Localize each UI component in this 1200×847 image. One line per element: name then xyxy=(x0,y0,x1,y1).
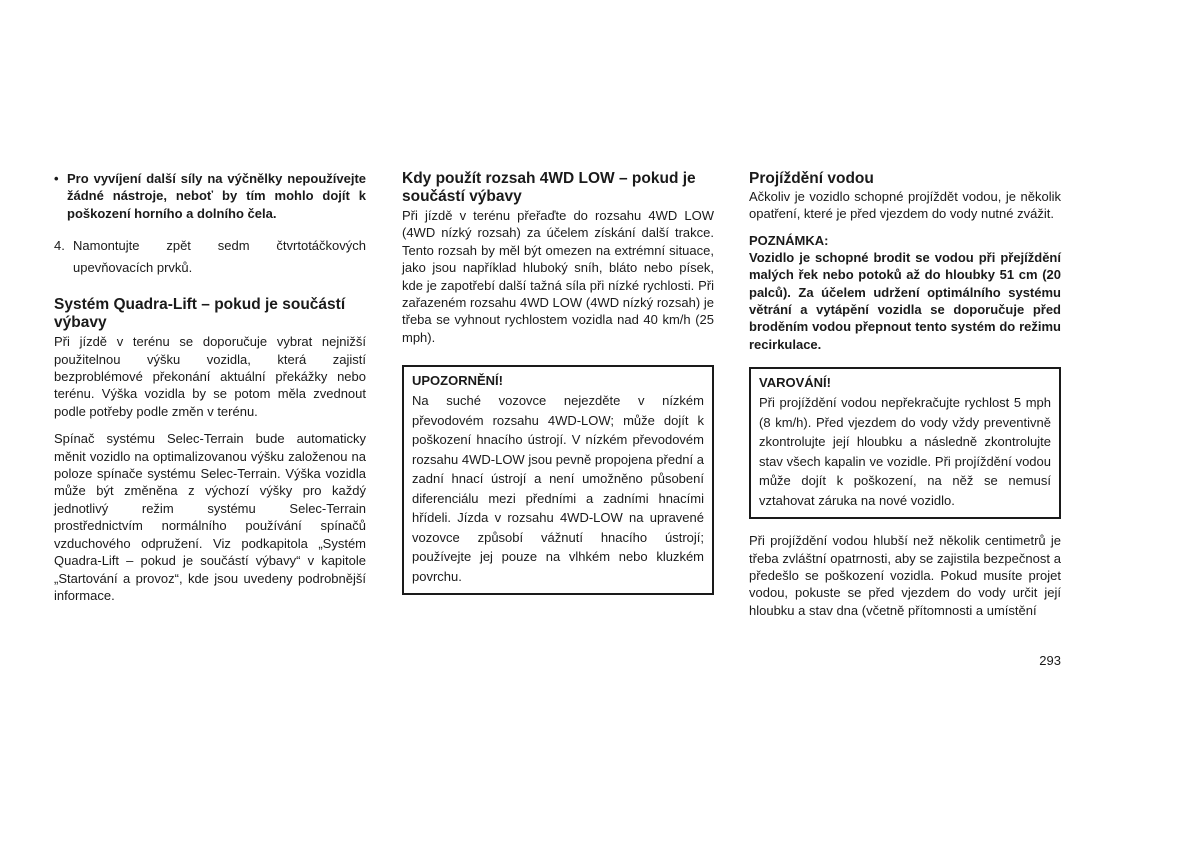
caution-text: Na suché vozovce nejezděte v nízkém převodovém rozsahu 4WD-LOW; může dojít k poškození hnacího ústrojí. V nízkém převodovém rozsahu 4WD-LOW jsou pevně propojena přední a zadní hnací ústrojí a není umožněno působení diferenciálu mezi předními a zadními hnacími hřídeli. Jízda v rozsahu 4WD-LOW na upravené vozovce způsobí vážnutí hnacího ústrojí; používejte jej pouze na vlhkém nebo kluzkém povrchu. xyxy=(412,393,704,584)
warning-title: VAROVÁNÍ! xyxy=(759,375,831,391)
bullet-text: Pro vyvíjení další síly na výčnělky nepoužívejte žádné nástroje, neboť by tím mohlo dojít k poškození horního a dolního čela. xyxy=(67,171,366,221)
section-heading-4wd-low: Kdy použít rozsah 4WD LOW – pokud je součástí výbavy xyxy=(402,170,696,205)
paragraph: Ačkoliv je vozidlo schopné projíždět vodou, je několik opatření, které je před vjezdem do vody nutné zvážit. xyxy=(749,189,1061,222)
paragraph: Při jízdě v terénu se doporučuje vybrat nejnižší použitelnou výšku vozidla, která zajistí bezproblémové překonání aktuální překážky nebo terénu. Výška vozidla by se potom měla zvednout podle potřeby podle změn v terénu. xyxy=(54,334,366,419)
note-text: Vozidlo je schopné brodit se vodou při přejíždění malých řek nebo potoků až do hloubky 51 cm (20 palců). Za účelem udržení optimálního systému větrání a vytápění vozidla se doporučuje před broděním vodou přepnout tento systém do režimu recirkulace. xyxy=(749,249,1061,352)
caution-box xyxy=(402,365,714,595)
step-number: 4. xyxy=(54,238,65,254)
caution-title: UPOZORNĚNÍ! xyxy=(412,373,503,389)
numbered-step xyxy=(54,235,366,278)
step-text: Namontujte zpět sedm čtvrtotáčkových upevňovacích prvků. xyxy=(73,238,366,275)
note-label: POZNÁMKA: xyxy=(749,232,829,248)
bullet-item xyxy=(54,170,366,222)
bullet-marker: • xyxy=(54,171,59,186)
section-heading-water: Projíždění vodou xyxy=(749,170,874,187)
section-heading-quadra-lift: Systém Quadra-Lift – pokud je součástí výbavy xyxy=(54,296,346,332)
page-number: 293 xyxy=(1039,653,1061,668)
right-column xyxy=(749,170,1061,619)
middle-column xyxy=(402,170,714,595)
warning-text: Při projíždění vodou nepřekračujte rychlost 5 mph (8 km/h). Před vjezdem do vody vždy preventivně zkontrolujte její hloubku a následně zkontrolujte stav všech kapalin ve vozidle. Při projíždění vodou může dojít k poškození, na něž se nemusí vztahovat záruka na nové vozidlo. xyxy=(759,395,1051,508)
left-column xyxy=(54,170,366,604)
paragraph: Při projíždění vodou hlubší než několik centimetrů je třeba zvláštní opatrnosti, aby se zajistila bezpečnost a předešlo se poškození vozidla. Pokud musíte projet vodou, pokuste se před vjezdem do vody určit její hloubku a stav dna (včetně přítomnosti a umístění xyxy=(749,533,1061,618)
paragraph: Spínač systému Selec-Terrain bude automaticky měnit vozidlo na optimalizovanou výšku založenou na poloze spínače systému Selec-Terrain. Výška vozidla může být změněna z výchozí výšky pro každý jednotlivý režim systému Selec-Terrain prostřednictvím normálního používání spínačů vzduchového odpružení. Viz podkapitola „Systém Quadra-Lift – pokud je součástí výbavy“ v kapitole „Startování a provoz“, kde jsou uvedeny podrobnější informace. xyxy=(54,431,366,603)
paragraph: Při jízdě v terénu přeřaďte do rozsahu 4WD LOW (4WD nízký rozsah) za účelem získání další trakce. Tento rozsah by měl být omezen na extrémní situace, jako jsou například hluboký sníh, bláto nebo písek, kde je zapotřebí další tažná síla při nízké rychlosti. Při zařazeném rozsahu 4WD LOW (4WD nízký rozsah) je třeba se vyhnout rychlostem vozidla nad 40 km/h (25 mph). xyxy=(402,208,714,345)
warning-box xyxy=(749,367,1061,519)
